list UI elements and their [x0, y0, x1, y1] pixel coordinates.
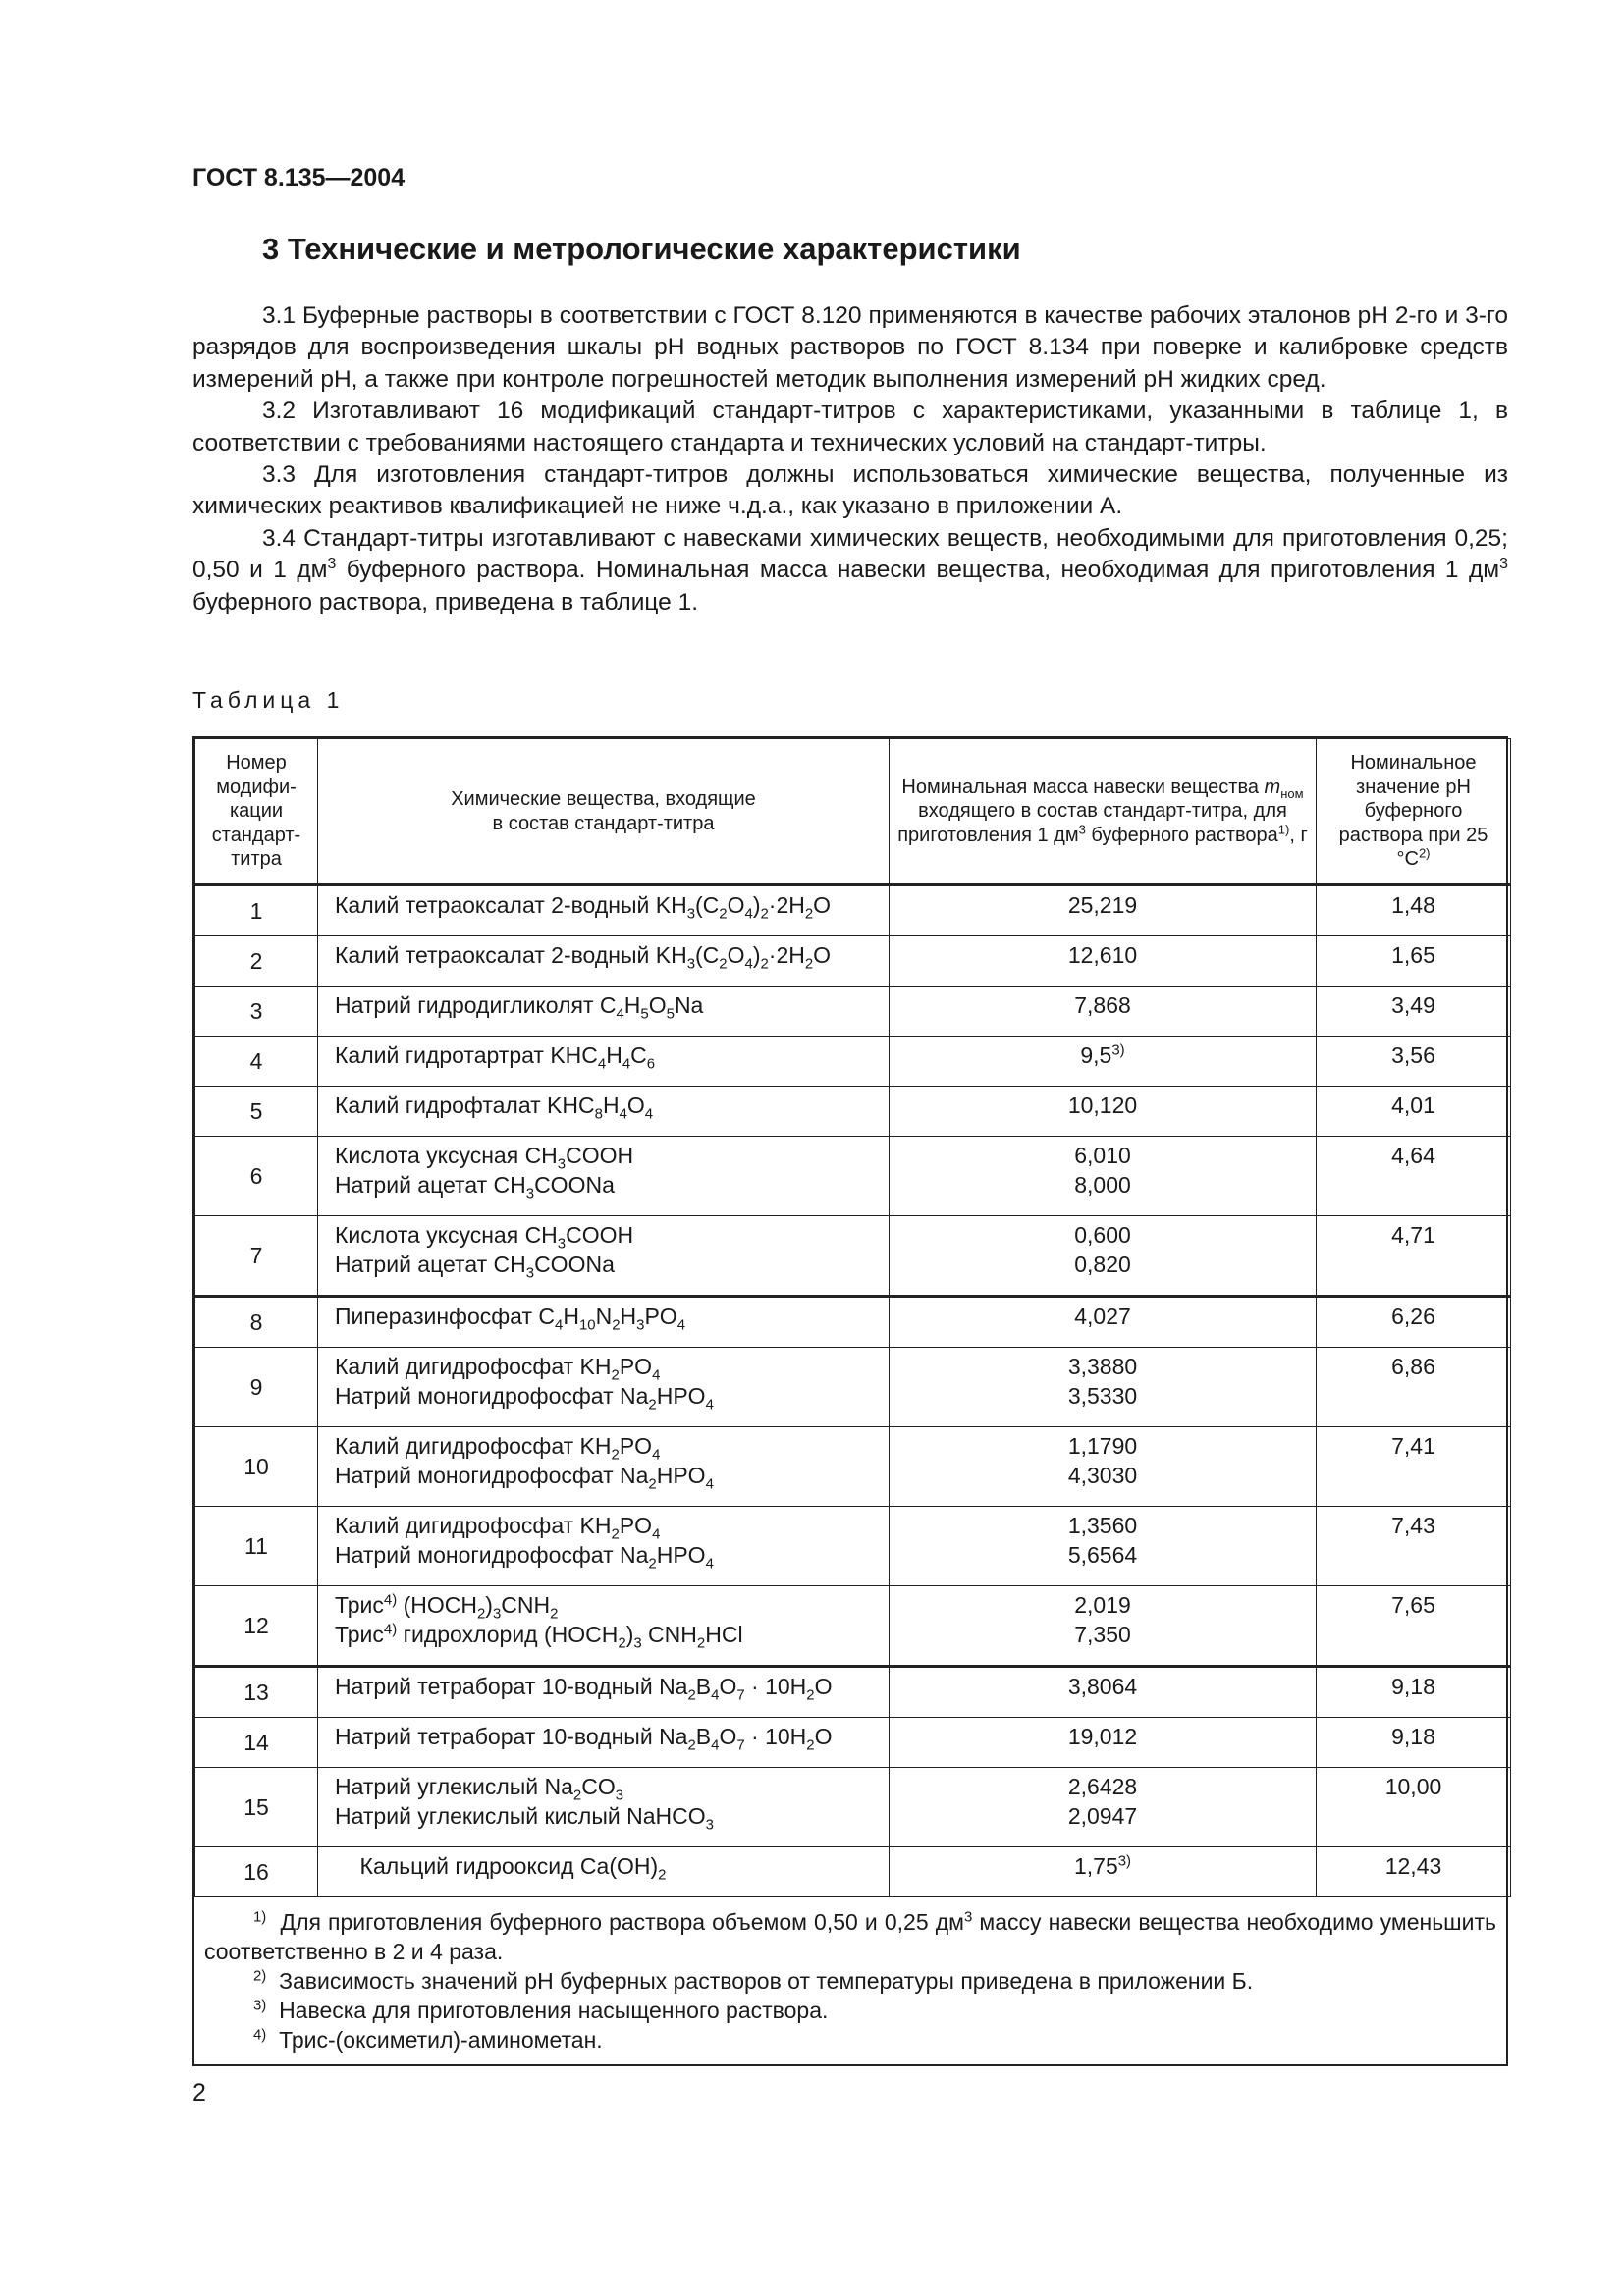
cell-num: 8 — [195, 1297, 318, 1348]
footnote: $^{4)}$ Трис-(оксиметил)-аминометан. — [253, 2026, 603, 2053]
cell-ph: 4,64 — [1317, 1137, 1511, 1216]
table-row — [195, 1507, 1511, 1586]
cell-num: 3 — [195, 987, 318, 1037]
cell-ph: 6,26 — [1317, 1297, 1511, 1348]
cell-num: 9 — [195, 1348, 318, 1427]
cell-mass: 2,019 7,350 — [890, 1586, 1317, 1667]
table-header-row — [195, 739, 1511, 885]
cell-substance: Натрий гидродигликолят $C_4H_5O_5Na$ — [318, 987, 890, 1037]
cell-mass: 1,1790 4,3030 — [890, 1427, 1317, 1507]
table-row — [195, 1216, 1511, 1297]
cell-num: 4 — [195, 1037, 318, 1087]
cell-ph: 1,48 — [1317, 885, 1511, 936]
cell-mass: 12,610 — [890, 936, 1317, 987]
cell-mass: 3,3880 3,5330 — [890, 1348, 1317, 1427]
cell-num: 2 — [195, 936, 318, 987]
footnote: $^{3)}$ Навеска для приготовления насыщенного раствора. — [253, 1997, 829, 2023]
table-row — [195, 1667, 1511, 1718]
cell-num: 14 — [195, 1718, 318, 1768]
cell-substance: Калий гидрофталат $KHC_8H_4O_4$ — [318, 1087, 890, 1137]
cell-substance: Калий дигидрофосфат $KH_2PO_4$ Натрий моногидрофосфат $Na_2HPO_4$ — [318, 1507, 890, 1586]
cell-num: 7 — [195, 1216, 318, 1297]
cell-num: 5 — [195, 1087, 318, 1137]
cell-substance: Кислота уксусная $CH_3COOH$ Натрий ацетат $CH_3COONa$ — [318, 1216, 890, 1297]
table-row — [195, 885, 1511, 936]
footnote: $^{1)}$ Для приготовления буферного раствора объемом 0,50 и 0,25 $дм^3$ массу навески вещества необходимо уменьшить соответственно в 2 и 4 раза. — [204, 1908, 1496, 1964]
cell-substance: Пиперазинфосфат $C_4H_{10}N_2H_3PO_4$ — [318, 1297, 890, 1348]
cell-num: 6 — [195, 1137, 318, 1216]
table-row — [195, 1768, 1511, 1847]
header-num: Номер модифи-кации стандарт-титра — [195, 739, 318, 885]
cell-ph: 9,18 — [1317, 1667, 1511, 1718]
cell-substance: Калий тетраоксалат 2-водный $KH_3(C_2O_4)_2\cdot 2H_2O$ — [318, 885, 890, 936]
cell-ph: 12,43 — [1317, 1847, 1511, 1897]
cell-ph: 4,71 — [1317, 1216, 1511, 1297]
cell-num: 1 — [195, 885, 318, 936]
paragraph-3-2: 3.2 Изготавливают 16 модификаций стандарт-титров с характеристиками, указанными в таблице 1, в соответствии с требованиями настоящего стандарта и технических условий на стандарт-титры. — [192, 398, 1508, 456]
cell-mass: 4,027 — [890, 1297, 1317, 1348]
cell-ph: 6,86 — [1317, 1348, 1511, 1427]
header-mass: Номинальная масса навески вещества $m_{ном}$ входящего в состав стандарт-титра, для приготовления 1 $дм^3$ буферного раствора$^{1)}$, г — [890, 739, 1317, 885]
cell-mass: 9,5$^{3)}$ — [890, 1037, 1317, 1087]
cell-substance: Калий гидротартрат $KHC_4H_4C_6$ — [318, 1037, 890, 1087]
cell-substance: Калий тетраоксалат 2-водный $KH_3(C_2O_4)_2\cdot 2H_2O$ — [318, 936, 890, 987]
table-row — [195, 1037, 1511, 1087]
header-ph: Номинальное значение pH буферного раствора при 25 $^\circ C^{2)}$ — [1317, 739, 1511, 885]
cell-ph: 10,00 — [1317, 1768, 1511, 1847]
cell-mass: 0,600 0,820 — [890, 1216, 1317, 1297]
table-row — [195, 1348, 1511, 1427]
header-substance: Химические вещества, входящие в состав стандарт-титра — [318, 739, 890, 885]
cell-substance: Кальций гидрооксид $Ca(OH)_2$ — [318, 1847, 890, 1897]
table-row — [195, 1087, 1511, 1137]
paragraph-3-3: 3.3 Для изготовления стандарт-титров должны использоваться химические вещества, полученные из химических реактивов квалификацией не ниже ч.д.а., как указано в приложении А. — [192, 461, 1508, 520]
table-row — [195, 1847, 1511, 1897]
table-1 — [192, 736, 1508, 2066]
document-code: ГОСТ 8.135—2004 — [192, 164, 406, 191]
cell-mass: 6,010 8,000 — [890, 1137, 1317, 1216]
cell-ph: 7,65 — [1317, 1586, 1511, 1667]
cell-num: 12 — [195, 1586, 318, 1667]
paragraph-3-1: 3.1 Буферные растворы в соответствии с ГОСТ 8.120 применяются в качестве рабочих эталонов pH 2-го и 3-го разрядов для воспроизведения шкалы pH водных растворов по ГОСТ 8.134 при поверке и калибровке средств измерений pH, а также при контроле погрешностей методик выполнения измерений pH жидких сред. — [192, 302, 1508, 393]
table-row — [195, 1297, 1511, 1348]
cell-num: 13 — [195, 1667, 318, 1718]
cell-num: 11 — [195, 1507, 318, 1586]
table-footnotes — [194, 1897, 1506, 2064]
cell-mass: 10,120 — [890, 1087, 1317, 1137]
cell-num: 15 — [195, 1768, 318, 1847]
cell-ph: 3,49 — [1317, 987, 1511, 1037]
cell-substance: Калий дигидрофосфат $KH_2PO_4$ Натрий моногидрофосфат $Na_2HPO_4$ — [318, 1427, 890, 1507]
cell-substance: Трис$^{4)}$ $(HOCH_2)_3CNH_2$ Трис$^{4)}$ гидрохлорид $(HOCH_2)_3$ $CNH_2HCl$ — [318, 1586, 890, 1667]
cell-ph: 4,01 — [1317, 1087, 1511, 1137]
cell-num: 10 — [195, 1427, 318, 1507]
cell-mass: 2,6428 2,0947 — [890, 1768, 1317, 1847]
section-title: 3 Технические и метрологические характеристики — [262, 232, 1021, 266]
cell-substance: Натрий тетраборат 10-водный $Na_2B_4O_7 \cdot 10H_2O$ — [318, 1718, 890, 1768]
cell-substance: Натрий углекислый $Na_2CO_3$ Натрий углекислый кислый NaHCO$_3$ — [318, 1768, 890, 1847]
table-row — [195, 936, 1511, 987]
cell-mass: 7,868 — [890, 987, 1317, 1037]
cell-mass: 1,3560 5,6564 — [890, 1507, 1317, 1586]
paragraph-3-4: 3.4 Стандарт-титры изготавливают с навесками химических веществ, необходимыми для приготовления 0,25; 0,50 и 1 $дм^3$ буферного раствора. Номинальная масса навески вещества, необходимая для приготовления 1 $дм^3$ буферного раствора, приведена в таблице 1. — [192, 524, 1508, 615]
cell-substance: Натрий тетраборат 10-водный $Na_2B_4O_7 \cdot 10H_2O$ — [318, 1667, 890, 1718]
table-row — [195, 1137, 1511, 1216]
cell-mass: 1,75$^{3)}$ — [890, 1847, 1317, 1897]
cell-substance: Калий дигидрофосфат $KH_2PO_4$ Натрий моногидрофосфат $Na_2HPO_4$ — [318, 1348, 890, 1427]
cell-ph: 9,18 — [1317, 1718, 1511, 1768]
table-row — [195, 1586, 1511, 1667]
cell-mass: 3,8064 — [890, 1667, 1317, 1718]
cell-ph: 7,43 — [1317, 1507, 1511, 1586]
cell-ph: 3,56 — [1317, 1037, 1511, 1087]
table-row — [195, 1718, 1511, 1768]
table-body — [195, 885, 1511, 1897]
data-table — [194, 738, 1511, 1897]
table-row — [195, 1427, 1511, 1507]
body-text — [192, 300, 1508, 618]
cell-ph: 7,41 — [1317, 1427, 1511, 1507]
table-caption: Таблица 1 — [192, 687, 345, 713]
table-row — [195, 987, 1511, 1037]
cell-ph: 1,65 — [1317, 936, 1511, 987]
cell-num: 16 — [195, 1847, 318, 1897]
footnote: $^{2)}$ Зависимость значений pH буферных растворов от температуры приведена в приложении Б. — [253, 1967, 1254, 1994]
cell-mass: 19,012 — [890, 1718, 1317, 1768]
page-number: 2 — [192, 2079, 206, 2107]
cell-mass: 25,219 — [890, 885, 1317, 936]
cell-substance: Кислота уксусная $CH_3COOH$ Натрий ацетат $CH_3COONa$ — [318, 1137, 890, 1216]
